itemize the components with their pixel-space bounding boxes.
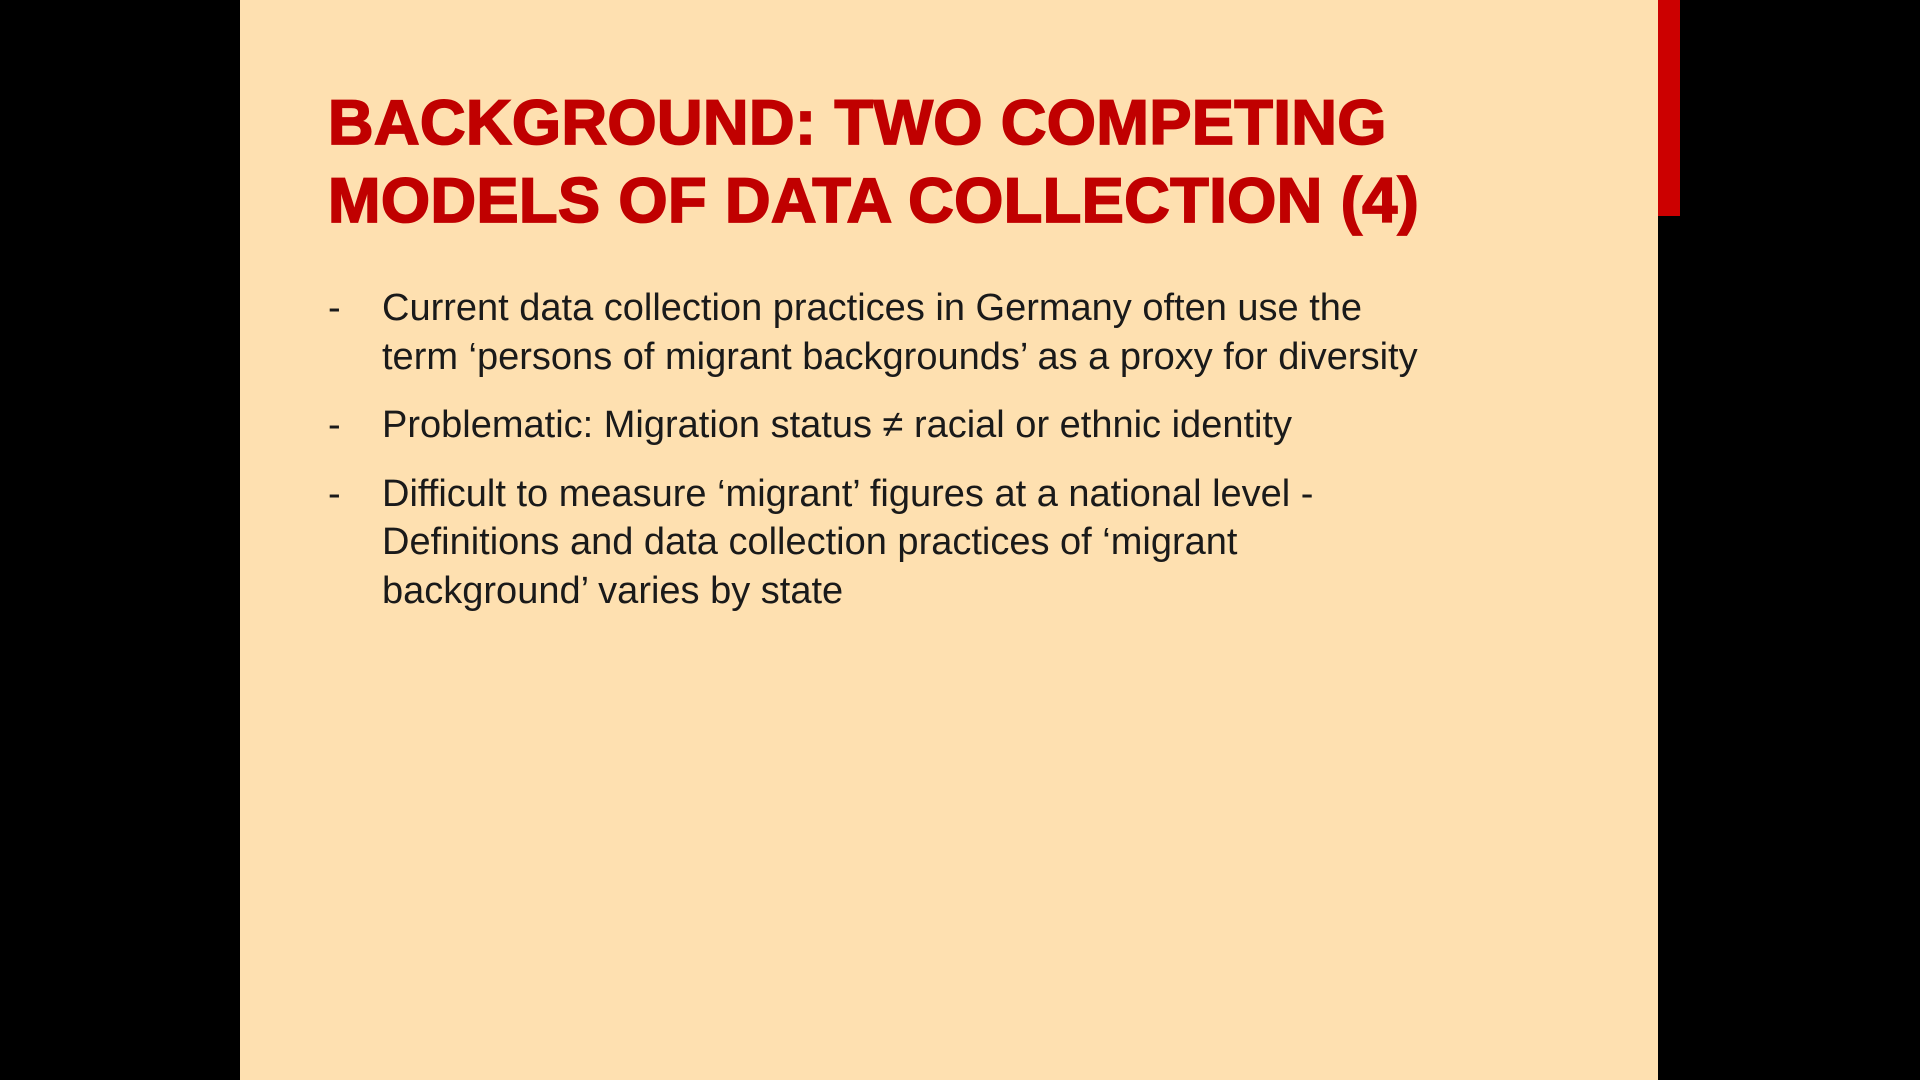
bullet-2-line-1: Problematic: Migration status ≠ racial or ethnic identity — [382, 404, 1293, 446]
slide-title-line-1: BACKGROUND: TWO COMPETING — [328, 88, 1387, 158]
bullet-3-line-1: Difficult to measure ‘migrant’ figures at a national level - — [382, 472, 1314, 515]
slide-title — [328, 84, 1588, 240]
accent-bar — [1658, 0, 1680, 216]
slide — [240, 0, 1658, 1080]
bullet-item-3 — [328, 470, 1508, 616]
bullet-1-line-1: Current data collection practices in Germany often use the — [382, 287, 1363, 329]
bullet-3-line-2: Definitions and data collection practices of ‘migrant — [382, 521, 1238, 563]
bullet-dash-2: - — [328, 404, 341, 446]
bullet-item-1 — [328, 284, 1508, 381]
bullet-dash-3: - — [328, 472, 341, 515]
bullet-dash-1: - — [328, 287, 341, 329]
bullet-list — [328, 284, 1508, 635]
slide-title-line-2: MODELS OF DATA COLLECTION (4) — [328, 166, 1420, 236]
bullet-3-line-3: background’ varies by state — [382, 569, 844, 612]
bullet-1-line-2: term ‘persons of migrant backgrounds’ as a proxy for diversity — [382, 335, 1418, 378]
bullet-item-2 — [328, 401, 1508, 450]
